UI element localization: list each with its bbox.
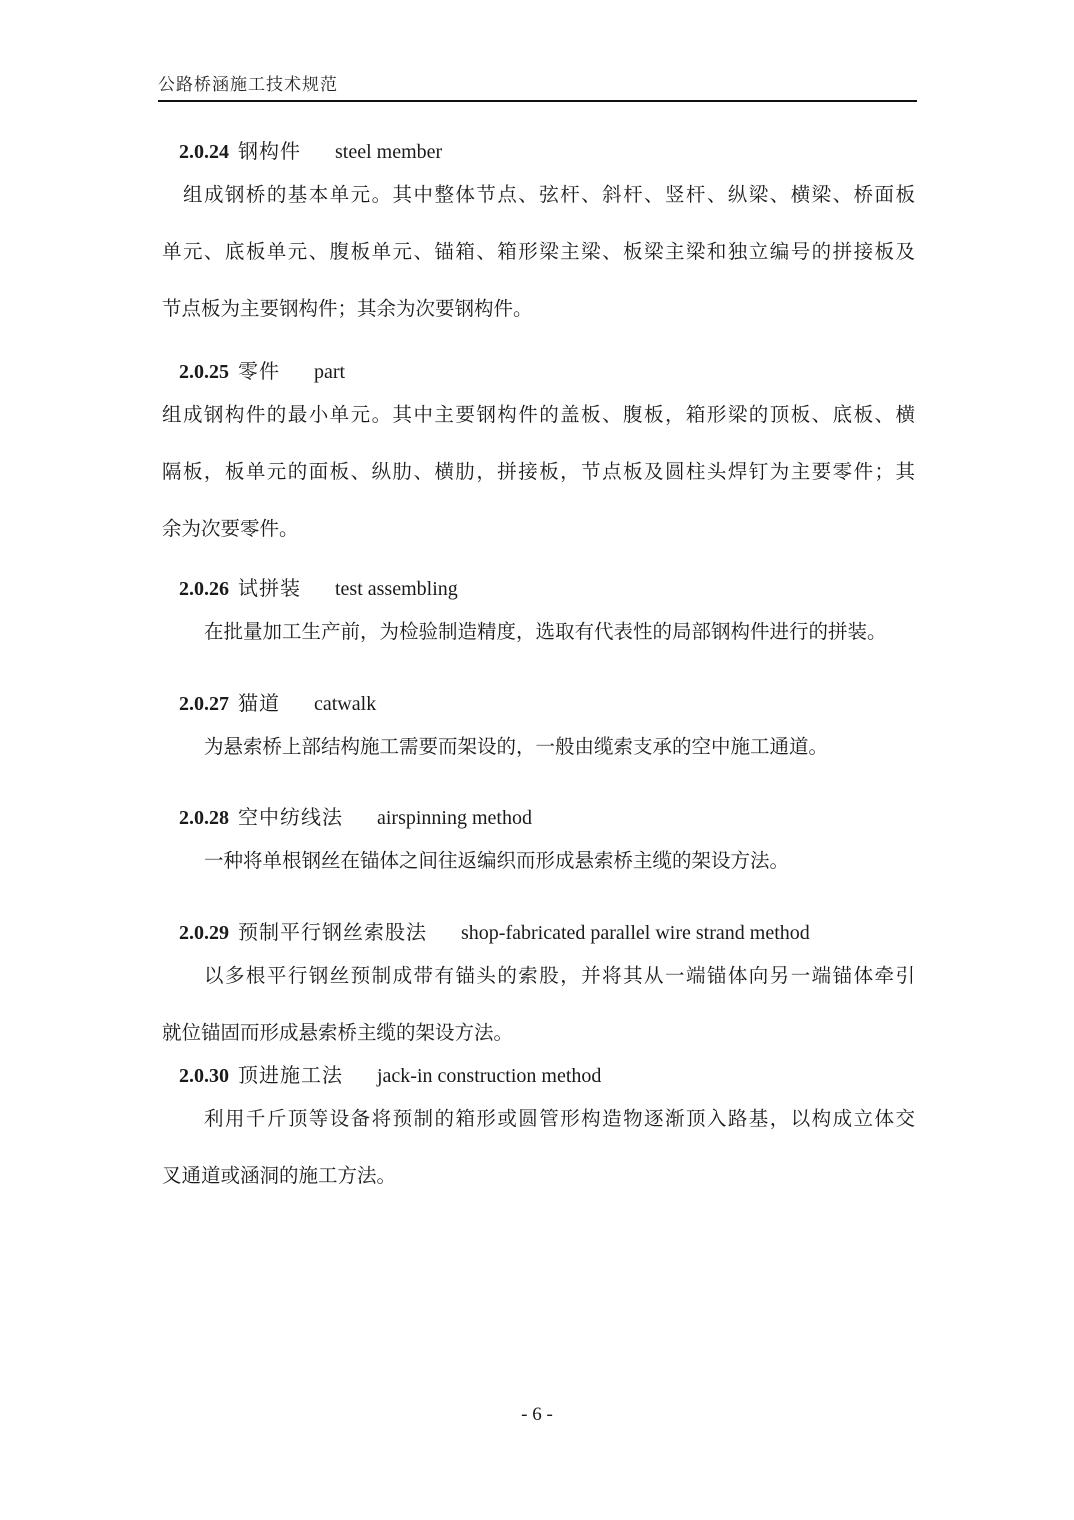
term-number: 2.0.28	[179, 807, 229, 829]
term-heading	[162, 357, 915, 387]
section-2-0-27	[162, 689, 915, 776]
definition-line: 组成钢构件的最小单元。其中主要钢构件的盖板、腹板，箱形梁的顶板、底板、横	[162, 405, 915, 426]
definition-line: 组成钢桥的基本单元。其中整体节点、弦杆、斜杆、竖杆、纵梁、横梁、桥面板	[183, 185, 915, 206]
term-number: 2.0.24	[179, 141, 229, 163]
term-heading	[162, 1061, 915, 1091]
term-number: 2.0.25	[179, 361, 229, 383]
term-english: jack-in construction method	[377, 1065, 602, 1087]
term-english: steel member	[335, 141, 443, 163]
term-number: 2.0.26	[179, 578, 229, 600]
definition-line: 节点板为主要钢构件；其余为次要钢构件。	[162, 299, 533, 320]
definition-line: 一种将单根钢丝在锚体之间往返编织而形成悬索桥主缆的架设方法。	[204, 851, 790, 872]
term-definition	[162, 387, 915, 558]
term-number: 2.0.30	[179, 1065, 229, 1087]
term-english: part	[314, 361, 346, 383]
definition-line: 为悬索桥上部结构施工需要而架设的，一般由缆索支承的空中施工通道。	[204, 737, 829, 758]
term-chinese: 钢构件	[238, 141, 301, 163]
section-2-0-30	[162, 1061, 915, 1205]
term-heading	[162, 803, 915, 833]
term-definition	[162, 604, 915, 661]
term-chinese: 猫道	[238, 693, 280, 715]
term-chinese: 试拼装	[238, 578, 301, 600]
definition-line: 利用千斤顶等设备将预制的箱形或圆管形构造物逐渐顶入路基，以构成立体交	[204, 1109, 915, 1130]
term-heading	[162, 137, 915, 167]
term-number: 2.0.27	[179, 693, 229, 715]
section-2-0-28	[162, 803, 915, 890]
term-english: test assembling	[335, 578, 458, 600]
definition-line: 就位锚固而形成悬索桥主缆的架设方法。	[162, 1023, 514, 1044]
term-heading	[162, 574, 915, 604]
running-head-title: 公路桥涵施工技术规范	[158, 75, 338, 94]
section-2-0-24	[162, 137, 915, 338]
page-number: - 6 -	[521, 1404, 553, 1425]
term-definition	[162, 948, 915, 1062]
term-definition	[162, 1091, 915, 1205]
term-definition	[162, 167, 915, 338]
term-english: shop-fabricated parallel wire strand method	[461, 922, 810, 944]
term-chinese: 顶进施工法	[238, 1065, 343, 1087]
term-heading	[162, 689, 915, 719]
term-definition	[162, 833, 915, 890]
term-chinese: 预制平行钢丝索股法	[238, 922, 427, 944]
section-2-0-25	[162, 357, 915, 558]
definition-line: 隔板，板单元的面板、纵肋、横肋，拼接板，节点板及圆柱头焊钉为主要零件；其	[162, 462, 915, 483]
page-header	[158, 74, 917, 102]
term-heading	[162, 918, 915, 948]
page-footer	[0, 1402, 1074, 1428]
definition-line: 余为次要零件。	[162, 519, 299, 540]
definition-line: 在批量加工生产前，为检验制造精度，选取有代表性的局部钢构件进行的拼装。	[204, 622, 887, 643]
definition-line: 单元、底板单元、腹板单元、锚箱、箱形梁主梁、板梁主梁和独立编号的拼接板及	[162, 242, 915, 263]
term-definition	[162, 719, 915, 776]
section-2-0-29	[162, 918, 915, 1062]
term-english: airspinning method	[377, 807, 532, 829]
term-number: 2.0.29	[179, 922, 229, 944]
definition-line: 叉通道或涵洞的施工方法。	[162, 1166, 397, 1187]
term-english: catwalk	[314, 693, 377, 715]
definition-line: 以多根平行钢丝预制成带有锚头的索股，并将其从一端锚体向另一端锚体牵引	[204, 966, 915, 987]
term-chinese: 零件	[238, 361, 280, 383]
term-chinese: 空中纺线法	[238, 807, 343, 829]
section-2-0-26	[162, 574, 915, 661]
